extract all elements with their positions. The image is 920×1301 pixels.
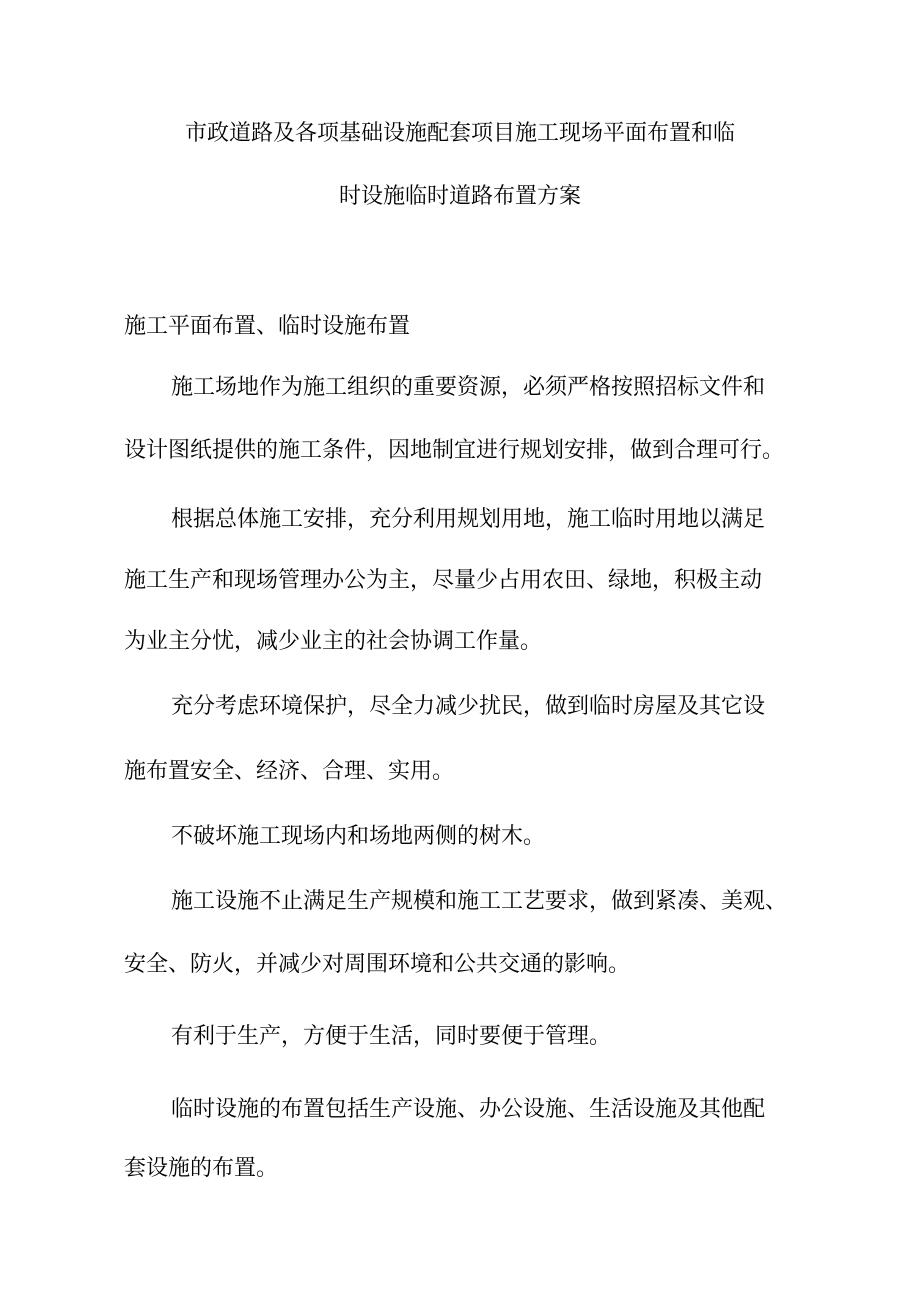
document-title-line-1: 市政道路及各项基础设施配套项目施工现场平面布置和临 <box>184 121 735 146</box>
paragraph-line: 根据总体施工安排，充分利用规划用地，施工临时用地以满足 <box>171 507 766 532</box>
paragraph-line: 为业主分忧，减少业主的社会协调工作量。 <box>124 629 543 654</box>
paragraph-line: 临时设施的布置包括生产设施、办公设施、生活设施及其他配 <box>171 1097 766 1122</box>
paragraph-line: 设计图纸提供的施工条件，因地制宜进行规划安排，做到合理可行。 <box>124 438 785 463</box>
paragraph-line: 施工设施不止满足生产规模和施工工艺要求，做到紧凑、美观、 <box>171 889 788 914</box>
paragraph-line: 施工生产和现场管理办公为主，尽量少占用农田、绿地，积极主动 <box>124 568 763 593</box>
paragraph-line: 不破坏施工现场内和场地两侧的树木。 <box>171 824 546 849</box>
paragraph-line: 安全、防火，并减少对周围环境和公共交通的影响。 <box>124 952 631 977</box>
paragraph-line: 施工场地作为施工组织的重要资源，必须严格按照招标文件和 <box>171 375 766 400</box>
document-title-line-2: 时设施临时道路布置方案 <box>338 184 581 209</box>
paragraph-line: 有利于生产，方便于生活，同时要便于管理。 <box>171 1024 612 1049</box>
paragraph-line: 套设施的布置。 <box>124 1156 279 1181</box>
paragraph-line: 充分考虑环境保护，尽全力减少扰民，做到临时房屋及其它设 <box>171 694 766 719</box>
section-heading: 施工平面布置、临时设施布置 <box>124 314 411 339</box>
paragraph-line: 施布置安全、经济、合理、实用。 <box>124 759 455 784</box>
